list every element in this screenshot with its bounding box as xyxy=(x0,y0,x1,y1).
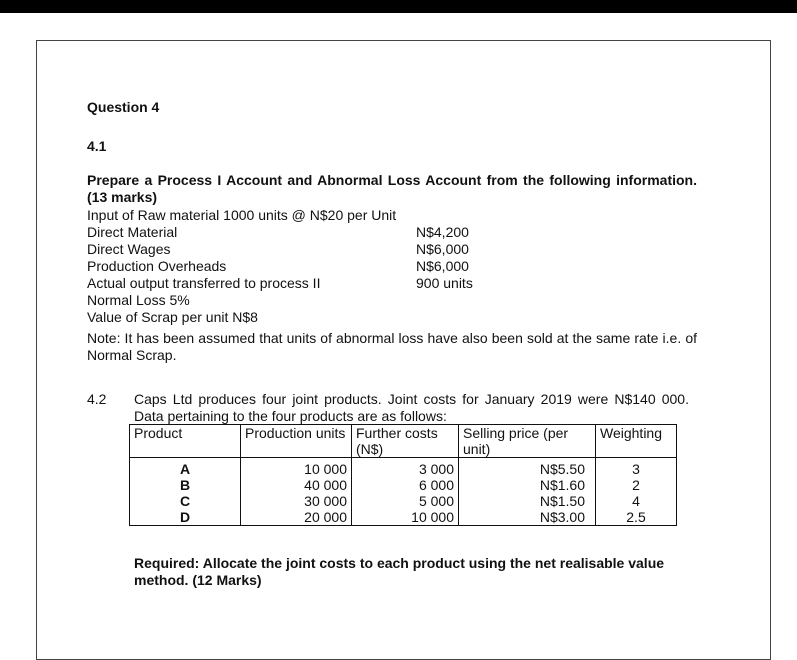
units-cell: 10 000 xyxy=(241,458,352,478)
weighting-cell: 2 xyxy=(596,477,677,493)
further-costs-cell: 5 000 xyxy=(352,493,459,509)
q41-note: Note: It has been assumed that units of abnormal loss have also been sold at the same rate i.e. of Normal Scrap. xyxy=(87,330,697,363)
further-costs-cell: 6 000 xyxy=(352,477,459,493)
q41-item-label: Direct Material xyxy=(87,224,178,240)
table-header-cell: Production units xyxy=(241,425,352,458)
q41-item-label: Production Overheads xyxy=(87,258,227,274)
table-header-cell: Weighting xyxy=(596,425,677,458)
q42-intro: Caps Ltd produces four joint products. Joint costs for January 2019 were N$140 000. Data pertaining to the four products are as follows: xyxy=(134,391,689,424)
top-bar xyxy=(0,0,797,13)
further-costs-cell: 10 000 xyxy=(352,509,459,526)
joint-products-table xyxy=(129,424,677,526)
selling-price-cell: N$1.60 xyxy=(459,477,596,493)
selling-price-cell: N$3.00 xyxy=(459,509,596,526)
q41-item-value: N$4,200 xyxy=(416,224,469,240)
table-row xyxy=(130,509,677,526)
table-header-cell: Selling price (per unit) xyxy=(459,425,596,458)
units-cell: 20 000 xyxy=(241,509,352,526)
table-row xyxy=(130,458,677,478)
q41-scrap-value: Value of Scrap per unit N$8 xyxy=(87,309,258,325)
q41-item-label: Direct Wages xyxy=(87,241,171,257)
selling-price-cell: N$5.50 xyxy=(459,458,596,478)
q41-item-value: N$6,000 xyxy=(416,258,469,274)
selling-price-cell: N$1.50 xyxy=(459,493,596,509)
weighting-cell: 4 xyxy=(596,493,677,509)
units-cell: 40 000 xyxy=(241,477,352,493)
product-cell: D xyxy=(130,509,241,526)
section-4-1-number: 4.1 xyxy=(87,138,107,154)
question-title: Question 4 xyxy=(87,99,160,115)
product-cell: B xyxy=(130,477,241,493)
q41-item-value: 900 units xyxy=(416,275,473,291)
units-cell: 30 000 xyxy=(241,493,352,509)
q41-instruction: Prepare a Process I Account and Abnormal Loss Account from the following information. (13 marks) xyxy=(87,172,697,205)
further-costs-cell: 3 000 xyxy=(352,458,459,478)
q41-input-line: Input of Raw material 1000 units @ N$20 per Unit xyxy=(87,207,397,223)
table-header-cell: Further costs (N$) xyxy=(352,425,459,458)
product-cell: C xyxy=(130,493,241,509)
weighting-cell: 3 xyxy=(596,458,677,478)
product-cell: A xyxy=(130,458,241,478)
section-4-2-number: 4.2 xyxy=(87,391,107,407)
q41-item-label: Actual output transferred to process II xyxy=(87,275,321,291)
q41-normal-loss: Normal Loss 5% xyxy=(87,292,190,308)
table-header-row xyxy=(130,425,677,458)
table-row xyxy=(130,477,677,493)
table-header-cell: Product xyxy=(130,425,241,458)
q42-required: Required: Allocate the joint costs to each product using the net realisable value method. (12 Marks) xyxy=(134,555,665,588)
weighting-cell: 2.5 xyxy=(596,509,677,526)
table-row xyxy=(130,493,677,509)
q41-item-value: N$6,000 xyxy=(416,241,469,257)
